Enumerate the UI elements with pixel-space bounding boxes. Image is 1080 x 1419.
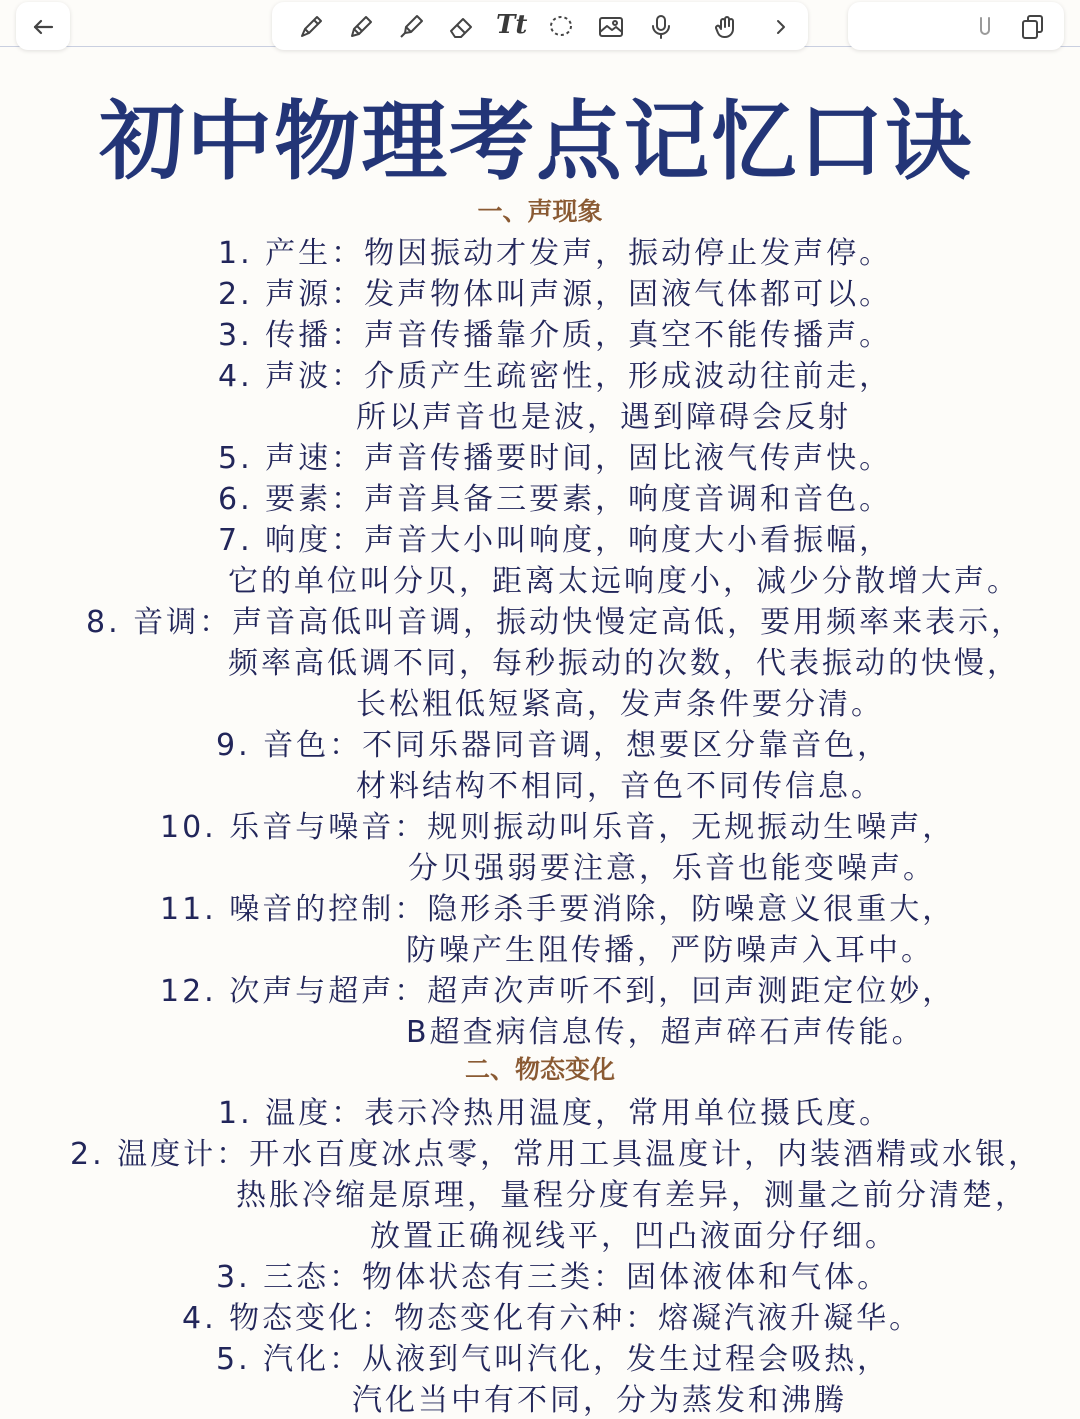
text-line: 5. 汽化：从液到气叫汽化，发生过程会吸热， bbox=[216, 1342, 891, 1377]
text-line: 1. 产生：物因振动才发声，振动停止发声停。 bbox=[218, 236, 893, 271]
text-line: 分贝强弱要注意，乐音也能变噪声。 bbox=[408, 851, 936, 886]
microphone-icon[interactable] bbox=[646, 12, 676, 42]
text-line: 5. 声速：声音传播要时间，固比液气传声快。 bbox=[218, 441, 893, 476]
text-line: 8. 音调：声音高低叫音调，振动快慢定高低，要用频率来表示， bbox=[86, 605, 1025, 640]
right-tool-group bbox=[848, 2, 1064, 50]
text-line: 11. 噪音的控制：隐形杀手要消除，防噪意义很重大， bbox=[160, 892, 956, 927]
arrow-left-icon bbox=[28, 12, 58, 42]
text-line: 汽化当中有不同，分为蒸发和沸腾 bbox=[352, 1383, 847, 1418]
eraser-icon[interactable] bbox=[446, 12, 476, 42]
undo-icon[interactable] bbox=[970, 12, 1000, 42]
text-line: 防噪产生阻传播，严防噪声入耳中。 bbox=[406, 933, 934, 968]
text-line: 放置正确视线平，凹凸液面分仔细。 bbox=[370, 1219, 898, 1254]
text-line: 6. 要素：声音具备三要素，响度音调和音色。 bbox=[218, 482, 893, 517]
text-line: B超查病信息传，超声碎石声传能。 bbox=[406, 1015, 925, 1050]
text-line: 材料结构不相同，音色不同传信息。 bbox=[356, 769, 884, 804]
text-line: 1. 温度：表示冷热用温度，常用单位摄氏度。 bbox=[218, 1096, 893, 1131]
text-line: 12. 次声与超声：超声次声听不到，回声测距定位妙， bbox=[160, 974, 956, 1009]
text-line: 10. 乐音与噪音：规则振动叫乐音，无规振动生噪声， bbox=[160, 810, 956, 845]
text-line: 2. 声源：发声物体叫声源，固液气体都可以。 bbox=[218, 277, 893, 312]
text-line: 3. 三态：物体状态有三类：固体液体和气体。 bbox=[216, 1260, 891, 1295]
page-title: 初中物理考点记忆口诀 bbox=[99, 92, 974, 192]
hand-icon[interactable] bbox=[712, 12, 742, 42]
pencil-icon[interactable] bbox=[346, 12, 376, 42]
highlighter-icon[interactable] bbox=[396, 12, 426, 42]
image-icon[interactable] bbox=[596, 12, 626, 42]
section-heading-sound: 一、声现象 bbox=[477, 197, 603, 226]
text-line: 4. 物态变化：物态变化有六种：熔凝汽液升凝华。 bbox=[182, 1301, 923, 1336]
chevron-right-icon[interactable] bbox=[766, 12, 796, 42]
pen-icon[interactable] bbox=[296, 12, 326, 42]
text-line: 7. 响度：声音大小叫响度，响度大小看振幅， bbox=[218, 523, 893, 558]
text-line: 所以声音也是波，遇到障碍会反射 bbox=[356, 400, 851, 435]
toolbar bbox=[0, 0, 1080, 54]
back-button[interactable] bbox=[16, 2, 70, 50]
text-line: 它的单位叫分贝，距离太远响度小，减少分散增大声。 bbox=[228, 564, 1020, 599]
text-line: 频率高低调不同，每秒振动的次数，代表振动的快慢， bbox=[228, 646, 1020, 681]
copy-icon[interactable] bbox=[1018, 12, 1048, 42]
section-heading-state-change: 二、物态变化 bbox=[464, 1055, 615, 1084]
text-line: 4. 声波：介质产生疏密性，形成波动往前走， bbox=[218, 359, 893, 394]
text-line: 3. 传播：声音传播靠介质，真空不能传播声。 bbox=[218, 318, 893, 353]
text-line: 长松粗低短紧高，发声条件要分清。 bbox=[356, 687, 884, 722]
lasso-icon[interactable] bbox=[546, 12, 576, 42]
text-line: 2. 温度计：开水百度冰点零，常用工具温度计，内装酒精或水银， bbox=[70, 1137, 1042, 1172]
text-line: 9. 音色：不同乐器同音调，想要区分靠音色， bbox=[216, 728, 891, 763]
text-line: 热胀冷缩是原理，量程分度有差异，测量之前分清楚， bbox=[236, 1178, 1028, 1213]
tool-palette bbox=[272, 2, 808, 50]
text-icon[interactable]: Tt bbox=[496, 10, 528, 40]
